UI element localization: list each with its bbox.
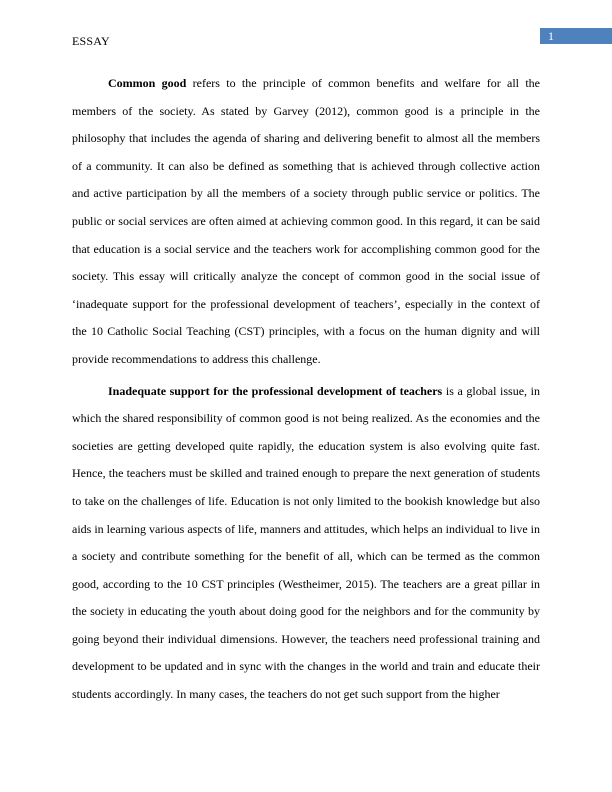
paragraph-lead-term: Common good	[108, 76, 187, 90]
page-number-badge	[540, 28, 612, 44]
paragraph-text: is a global issue, in which the shared responsibility of common good is not being realized. As the economies and the societies are getting developed quite rapidly, the education system is also evolving quite fast. Hence, the teachers must be skilled and trained enough to prepare the next generation of students to take on the challenges of life. Education is not only limited to the bookish knowledge but also aids in learning various aspects of life, manners and attitudes, which helps an individual to live in a society and contribute something for the benefit of all, which can be termed as the common good, according to the 10 CST principles (Westheimer, 2015). The teachers are a great pillar in the society in educating the youth about doing good for the neighbors and for the community by going beyond their individual dimensions. However, the teachers need professional training and development to be updated and in sync with the changes in the world and train and educate their students accordingly. In many cases, the teachers do not get such support from the higher	[72, 383, 540, 702]
paragraph-inadequate-support	[72, 378, 540, 709]
essay-body	[72, 70, 540, 713]
page-number: 1	[548, 29, 554, 43]
paragraph-lead-term: Inadequate support for the professional development of teachers	[108, 383, 443, 398]
running-header-title: ESSAY	[72, 34, 110, 48]
paragraph-text: refers to the principle of common benefits and welfare for all the members of the society. As stated by Garvey (2012), common good is a principle in the philosophy that includes the agenda of sharing and delivering benefit to almost all the members of a community. It can also be defined as something that is achieved through collective action and active participation by all the members of a society through public service or politics. The public or social services are often aimed at achieving common good. In this regard, it can be said that education is a social service and the teachers work for accomplishing common good for the society. This essay will critically analyze the concept of common good in the social issue of ‘inadequate support for the professional development of teachers’, especially in the context of the 10 Catholic Social Teaching (CST) principles, with a focus on the human dignity and will provide recommendations to address this challenge.	[72, 76, 540, 366]
paragraph-common-good	[72, 70, 540, 374]
